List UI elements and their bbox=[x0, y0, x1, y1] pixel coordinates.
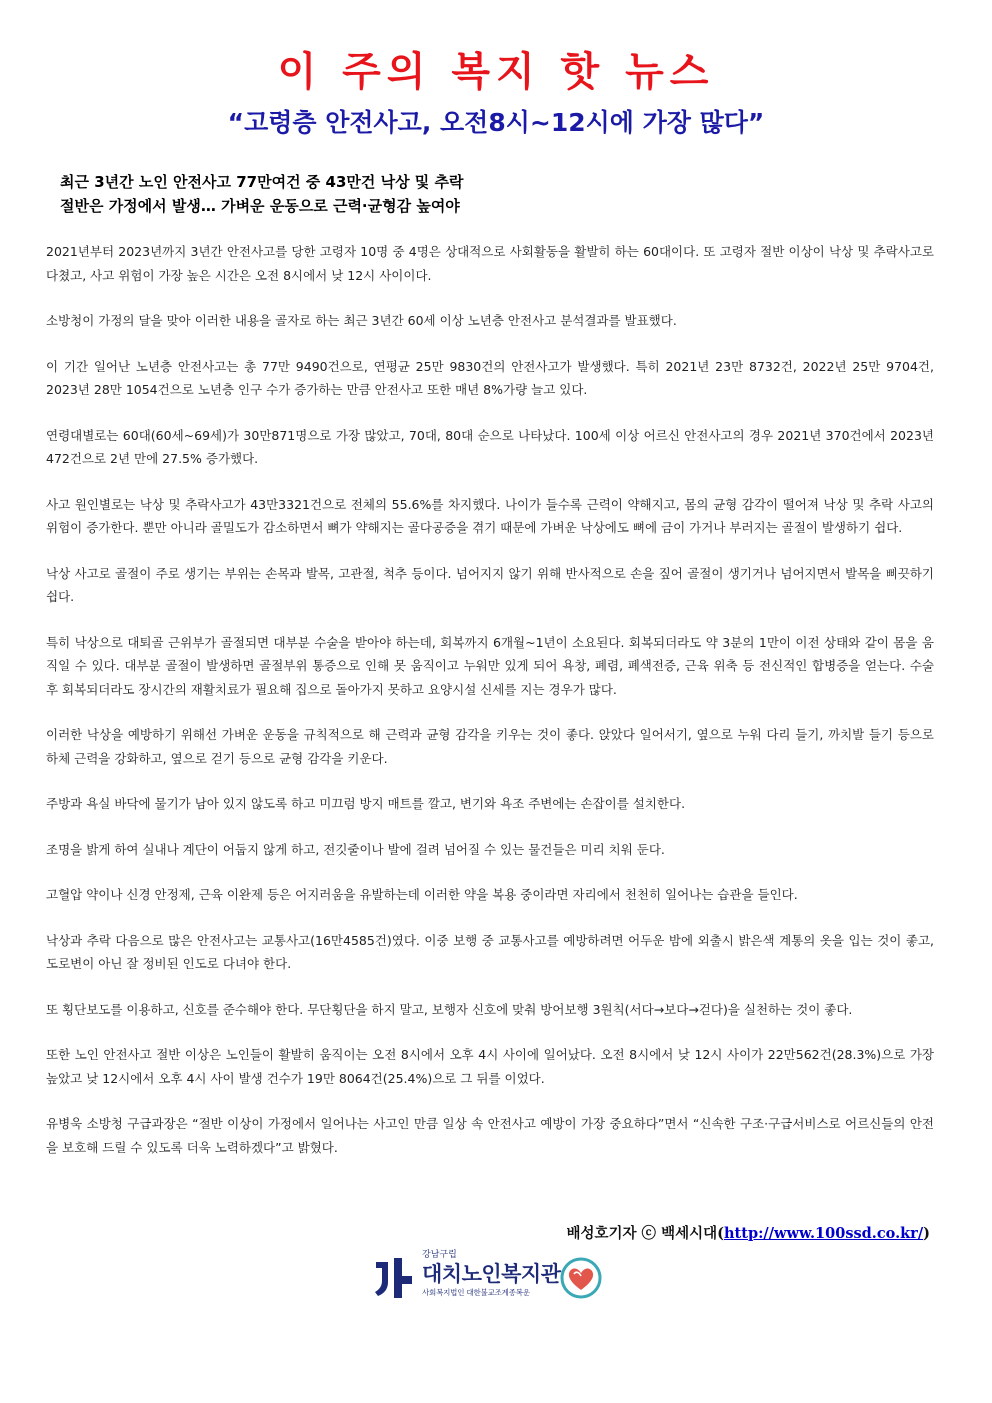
paragraph: 낙상 사고로 골절이 주로 생기는 부위는 손목과 발목, 고관절, 척추 등이다. 넘어지지 않기 위해 반사적으로 손을 짚어 골절이 생기거나 넘어지면서 발목을 삐끗하기 쉽다. bbox=[46, 565, 934, 604]
paragraph: 특히 낙상으로 대퇴골 근위부가 골절되면 대부분 수술을 받아야 하는데, 회복까지 6개월~1년이 소요된다. 회복되더라도 약 3분의 1만이 이전 상태와 같이 몸을 움직일 수 있다. 대부분 골절이 발생하면 골절부위 통증으로 인해 못 움직이고 누워만 있게 되어 욕창, 폐렴, 폐색전증, 근육 위축 등 전신적인 합병증을 얻는다. 수술 후 회복되더라도 장시간의 재활치료가 필요해 집으로 돌아가지 못하고 요양시설 신세를 지는 경우가 많다. bbox=[46, 634, 934, 697]
paragraph: 2021년부터 2023년까지 3년간 안전사고를 당한 고령자 10명 중 4명은 상대적으로 사회활동을 활발히 하는 60대이다. 또 고령자 절반 이상이 낙상 및 추락사고로 다쳤고, 사고 위험이 가장 높은 시간은 오전 8시에서 낮 12시 사이이다. bbox=[46, 244, 934, 283]
logo-district: 강남구립 bbox=[422, 1250, 457, 1260]
paragraph: 유병욱 소방청 구급과장은 “절반 이상이 가정에서 일어나는 사고인 만큼 일상 속 안전사고 예방이 가장 중요하다”면서 “신속한 구조·구급서비스로 어르신들의 안전을 보호해 드릴 수 있도록 더욱 노력하겠다”고 밝혔다. bbox=[46, 1116, 934, 1155]
headline-line-1: 최근 3년간 노인 안전사고 77만여건 중 43만건 낙상 및 추락 bbox=[60, 173, 464, 191]
headline-block bbox=[60, 170, 940, 218]
paragraph: 낙상과 추락 다음으로 많은 안전사고는 교통사고(16만4585건)였다. 이중 보행 중 교통사고를 예방하려면 어두운 밤에 외출시 밝은색 계통의 옷을 입는 것이 좋고, 도로변이 아닌 잘 정비된 인도로 다녀야 한다. bbox=[46, 932, 934, 971]
paragraph: 사고 원인별로는 낙상 및 추락사고가 43만3321건으로 전체의 55.6%를 차지했다. 나이가 들수록 근력이 약해지고, 몸의 균형 감각이 떨어져 낙상 및 추락 사고의 위험이 증가한다. 뿐만 아니라 골밀도가 감소하면서 뼈가 약해지는 골다공증을 겪기 때문에 가벼운 낙상에도 뼈에 금이 가거나 부러지는 골절이 발생하기 쉽다. bbox=[46, 496, 934, 535]
logo-text bbox=[422, 1250, 572, 1298]
paragraph: 주방과 욕실 바닥에 물기가 남아 있지 않도록 하고 미끄럼 방지 매트를 깔고, 변기와 욕조 주변에는 손잡이를 설치한다. bbox=[46, 796, 686, 811]
paragraph: 또한 노인 안전사고 절반 이상은 노인들이 활발히 움직이는 오전 8시에서 오후 4시 사이에 일어났다. 오전 8시에서 낮 12시 사이가 22만562건(28.3%)으로 가장 높았고 낮 12시에서 오후 4시 사이 발생 건수가 19만 8064건(25.4%)으로 그 뒤를 이었다. bbox=[46, 1047, 934, 1086]
logo-name: 대치노인복지관 bbox=[422, 1262, 561, 1286]
paragraph: 연령대별로는 60대(60세~69세)가 30만871명으로 가장 많았고, 70대, 80대 순으로 나타났다. 100세 이상 어르신 안전사고의 경우 2021년 370건에서 2023년 472건으로 2년 만에 27.5% 증가했다. bbox=[46, 427, 934, 466]
paragraph: 소방청이 가정의 달을 맞아 이러한 내용을 골자로 하는 최근 3년간 60세 이상 노년층 안전사고 분석결과를 발표했다. bbox=[46, 313, 677, 328]
byline-text: 배성호기자 ⓒ 백세시대( bbox=[566, 1225, 724, 1242]
headline-line-2: 절반은 가정에서 발생… 가벼운 운동으로 근력·균형감 높여야 bbox=[60, 197, 460, 215]
byline-close: ) bbox=[923, 1225, 930, 1242]
article-subtitle: “고령층 안전사고, 오전8시~12시에 가장 많다” bbox=[227, 108, 765, 137]
source-link[interactable]: http://www.100ssd.co.kr/ bbox=[724, 1225, 924, 1242]
paragraph: 조명을 밝게 하여 실내나 계단이 어둡지 않게 하고, 전깃줄이나 발에 걸려 넘어질 수 있는 물건들은 미리 치워 둔다. bbox=[46, 841, 665, 857]
page-title: 이 주의 복지 핫 뉴스 bbox=[277, 49, 715, 95]
heart-emblem-icon bbox=[558, 1256, 604, 1300]
paragraph: 이러한 낙상을 예방하기 위해선 가벼운 운동을 규칙적으로 해 근력과 균형 감각을 키우는 것이 좋다. 앉았다 일어서기, 옆으로 누워 다리 들기, 까치발 들기 등으로 하체 근력을 강화하고, 옆으로 걷기 등으로 균형 감각을 키운다. bbox=[46, 727, 934, 766]
logo-mark-icon bbox=[372, 1254, 416, 1300]
paragraph: 또 횡단보도를 이용하고, 신호를 준수해야 한다. 무단횡단을 하지 말고, 보행자 신호에 맞춰 방어보행 3원칙(서다→보다→걷다)을 실천하는 것이 좋다. bbox=[46, 1001, 853, 1017]
byline bbox=[566, 1222, 930, 1243]
paragraph: 고혈압 약이나 신경 안정제, 근육 이완제 등은 어지러움을 유발하는데 이러한 약을 복용 중이라면 자리에서 천천히 일어나는 습관을 들인다. bbox=[46, 887, 798, 902]
logo-corporation: 사회복지법인 대한불교조계종복운 bbox=[422, 1288, 530, 1297]
paragraph: 이 기간 일어난 노년층 안전사고는 총 77만 9490건으로, 연평균 25만 9830건의 안전사고가 발생했다. 특히 2021년 23만 8732건, 2022년 25만 9704건, 2023년 28만 1054건으로 노년층 인구 수가 증가하는 만큼 안전사고 또한 매년 8%가량 늘고 있다. bbox=[46, 358, 934, 397]
organization-logo bbox=[372, 1250, 612, 1310]
article-body bbox=[46, 240, 934, 1181]
